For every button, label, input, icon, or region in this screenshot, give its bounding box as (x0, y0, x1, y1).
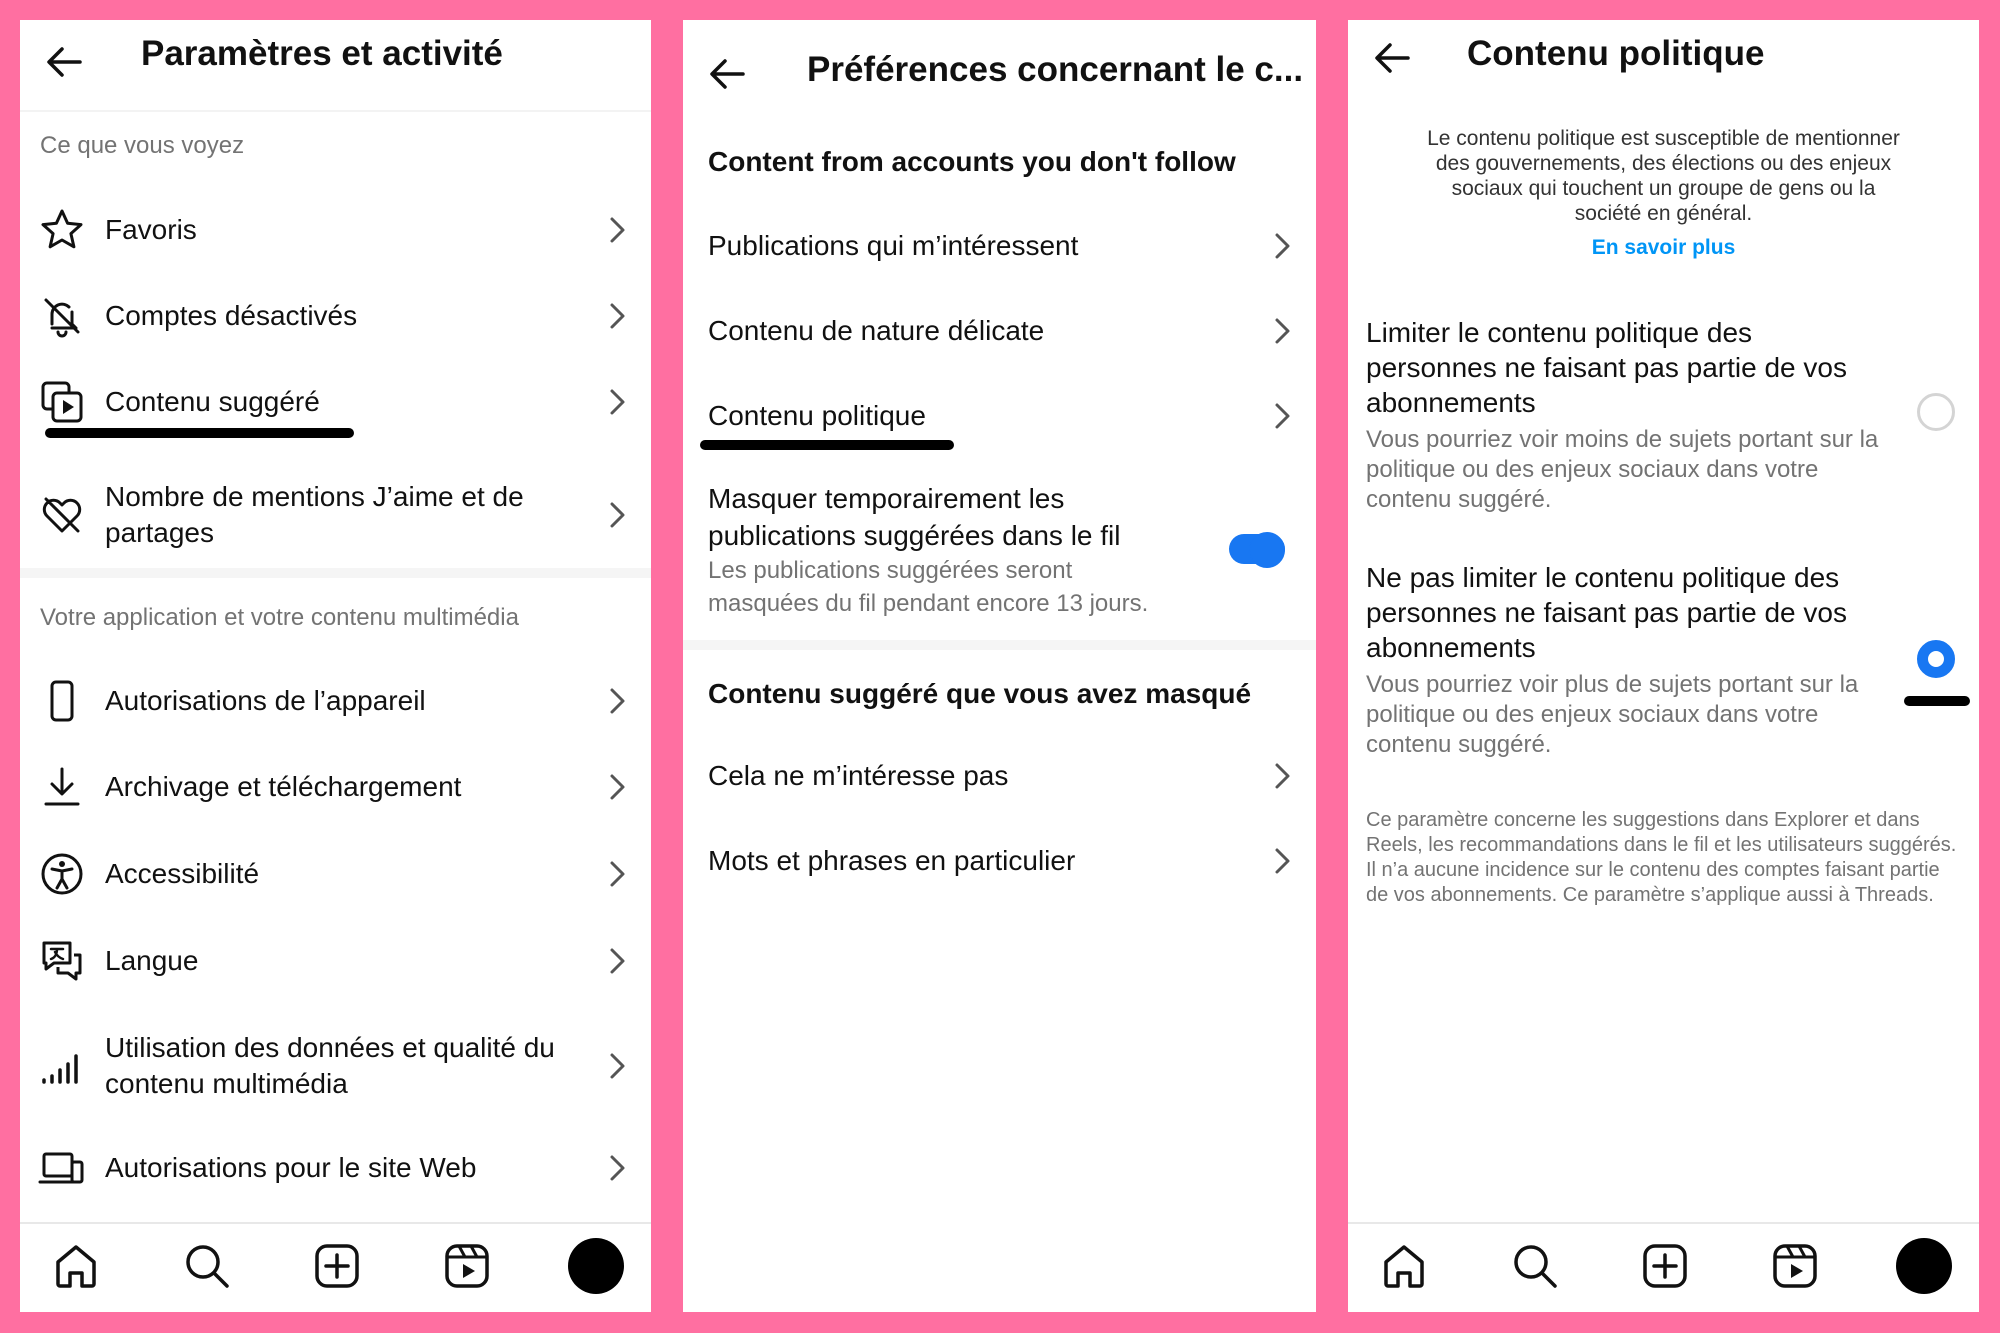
menu-item-data-usage[interactable] (20, 1016, 651, 1116)
header (683, 20, 1316, 120)
chevron-right-icon (1272, 845, 1294, 877)
chevron-right-icon (607, 858, 629, 890)
section-header-unfollowed: Content from accounts you don't follow (708, 146, 1236, 177)
phone-icon (38, 677, 86, 725)
header (20, 20, 651, 112)
menu-item-label: Contenu de nature délicate (708, 315, 1045, 346)
menu-item-likes-shares[interactable] (20, 465, 651, 565)
section-divider (20, 568, 651, 578)
section-header-app-media: Votre application et votre contenu multimédia (40, 604, 519, 631)
toggle-knob (1249, 532, 1285, 568)
menu-item-muted-accounts[interactable] (20, 273, 651, 359)
settings-activity-panel (20, 20, 651, 1312)
menu-item-label: Langue (105, 945, 199, 976)
laptop-icon (38, 1144, 86, 1192)
page-title: Paramètres et activité (141, 34, 503, 73)
menu-item-favorites[interactable] (20, 187, 651, 273)
menu-item-label: Contenu suggéré (105, 386, 320, 417)
chevron-right-icon (1272, 400, 1294, 432)
highlight-underline (700, 440, 954, 450)
back-arrow-icon[interactable] (703, 50, 751, 98)
learn-more-link[interactable]: En savoir plus (1591, 236, 1736, 259)
back-arrow-icon[interactable] (40, 38, 88, 86)
menu-item-archive-download[interactable] (20, 744, 651, 830)
menu-item-interesting-posts[interactable] (708, 204, 1316, 288)
menu-item-accessibility[interactable] (20, 831, 651, 917)
option-no-limit-description: Vous pourriez voir plus de sujets portant sur la politique ou des enjeux sociaux dans votre contenu suggéré. (1366, 671, 1859, 758)
bottom-nav (1348, 1222, 1979, 1312)
page-title: Préférences concernant le c... (807, 50, 1304, 89)
download-icon (38, 763, 86, 811)
option-limit-title: Limiter le contenu politique des personnes ne faisant pas partie de vos abonnements (1366, 317, 1847, 418)
home-icon[interactable] (1378, 1240, 1430, 1292)
heart-off-icon (38, 491, 86, 539)
suggested-content-icon (38, 378, 86, 426)
create-icon[interactable] (311, 1240, 363, 1292)
footnote-text: Ce paramètre concerne les suggestions dans Explorer et dans Reels, les recommandations dans le fil et les utilisateurs suggérés. Il n’a aucune incidence sur le contenu des comptes faisant partie de vos abonnements. Ce paramètre s’applique aussi à Threads. (1366, 809, 1957, 906)
chevron-right-icon (607, 685, 629, 717)
section-header-hidden: Contenu suggéré que vous avez masqué (708, 678, 1252, 709)
header (1348, 20, 1979, 110)
menu-item-device-permissions[interactable] (20, 658, 651, 744)
home-icon[interactable] (50, 1240, 102, 1292)
menu-item-sensitive-content[interactable] (708, 289, 1316, 373)
bottom-nav (20, 1222, 651, 1312)
menu-item-label: Nombre de mentions J’aime et de partages (105, 481, 524, 548)
chevron-right-icon (607, 771, 629, 803)
bell-off-icon (38, 292, 86, 340)
chevron-right-icon (607, 386, 629, 418)
chevron-right-icon (1272, 315, 1294, 347)
menu-item-label: Comptes désactivés (105, 300, 358, 331)
star-icon (38, 206, 86, 254)
menu-item-website-permissions[interactable] (20, 1125, 651, 1211)
chevron-right-icon (607, 1152, 629, 1184)
menu-item-label: Contenu politique (708, 400, 926, 431)
radio-no-limit-selected[interactable] (1917, 640, 1955, 678)
radio-limit[interactable] (1917, 393, 1955, 431)
section-divider (683, 640, 1316, 650)
highlight-underline (1904, 696, 1970, 706)
chevron-right-icon (607, 1050, 629, 1082)
profile-avatar[interactable] (1896, 1238, 1952, 1294)
menu-item-label: Archivage et téléchargement (105, 771, 462, 802)
political-content-panel (1348, 20, 1979, 1312)
chevron-right-icon (1272, 760, 1294, 792)
signal-icon (38, 1042, 86, 1090)
chevron-right-icon (607, 499, 629, 531)
language-icon (38, 937, 86, 985)
chevron-right-icon (607, 945, 629, 977)
chevron-right-icon (607, 214, 629, 246)
menu-item-label: Accessibilité (105, 858, 260, 889)
menu-item-label: Mots et phrases en particulier (708, 845, 1076, 876)
reels-icon[interactable] (1769, 1240, 1821, 1292)
search-icon[interactable] (181, 1240, 233, 1292)
menu-item-label: Cela ne m’intéresse pas (708, 760, 1009, 791)
menu-item-label: Autorisations pour le site Web (105, 1152, 477, 1183)
menu-item-label: Publications qui m’intéressent (708, 230, 1079, 261)
suggested-content-preferences-panel (683, 20, 1316, 1312)
option-no-limit-title: Ne pas limiter le contenu politique des personnes ne faisant pas partie de vos abonnements (1366, 562, 1847, 663)
menu-item-words-phrases[interactable] (708, 819, 1316, 903)
chevron-right-icon (1272, 230, 1294, 262)
intro-text: Le contenu politique est susceptible de mentionner des gouvernements, des élections ou des enjeux sociaux qui touchent un groupe de gens ou la société en général. (1427, 127, 1900, 225)
section-header-what-you-see: Ce que vous voyez (40, 132, 245, 159)
highlight-underline (45, 428, 354, 438)
accessibility-icon (38, 850, 86, 898)
back-arrow-icon[interactable] (1368, 34, 1416, 82)
page-title: Contenu politique (1467, 34, 1765, 73)
snooze-suggested-label: Masquer temporairement les publications suggérées dans le fil (708, 483, 1121, 551)
snooze-suggested-toggle[interactable] (1229, 534, 1285, 564)
menu-item-not-interested[interactable] (708, 734, 1316, 818)
menu-item-language[interactable] (20, 918, 651, 1004)
reels-icon[interactable] (441, 1240, 493, 1292)
chevron-right-icon (607, 300, 629, 332)
menu-item-label: Autorisations de l’appareil (105, 685, 426, 716)
search-icon[interactable] (1509, 1240, 1561, 1292)
menu-item-label: Favoris (105, 214, 197, 245)
snooze-suggested-description: Les publications suggérées seront masquées du fil pendant encore 13 jours. (708, 557, 1149, 617)
profile-avatar[interactable] (568, 1238, 624, 1294)
option-limit-description: Vous pourriez voir moins de sujets portant sur la politique ou des enjeux sociaux dans votre contenu suggéré. (1366, 426, 1879, 513)
create-icon[interactable] (1639, 1240, 1691, 1292)
menu-item-label: Utilisation des données et qualité du contenu multimédia (105, 1032, 555, 1099)
